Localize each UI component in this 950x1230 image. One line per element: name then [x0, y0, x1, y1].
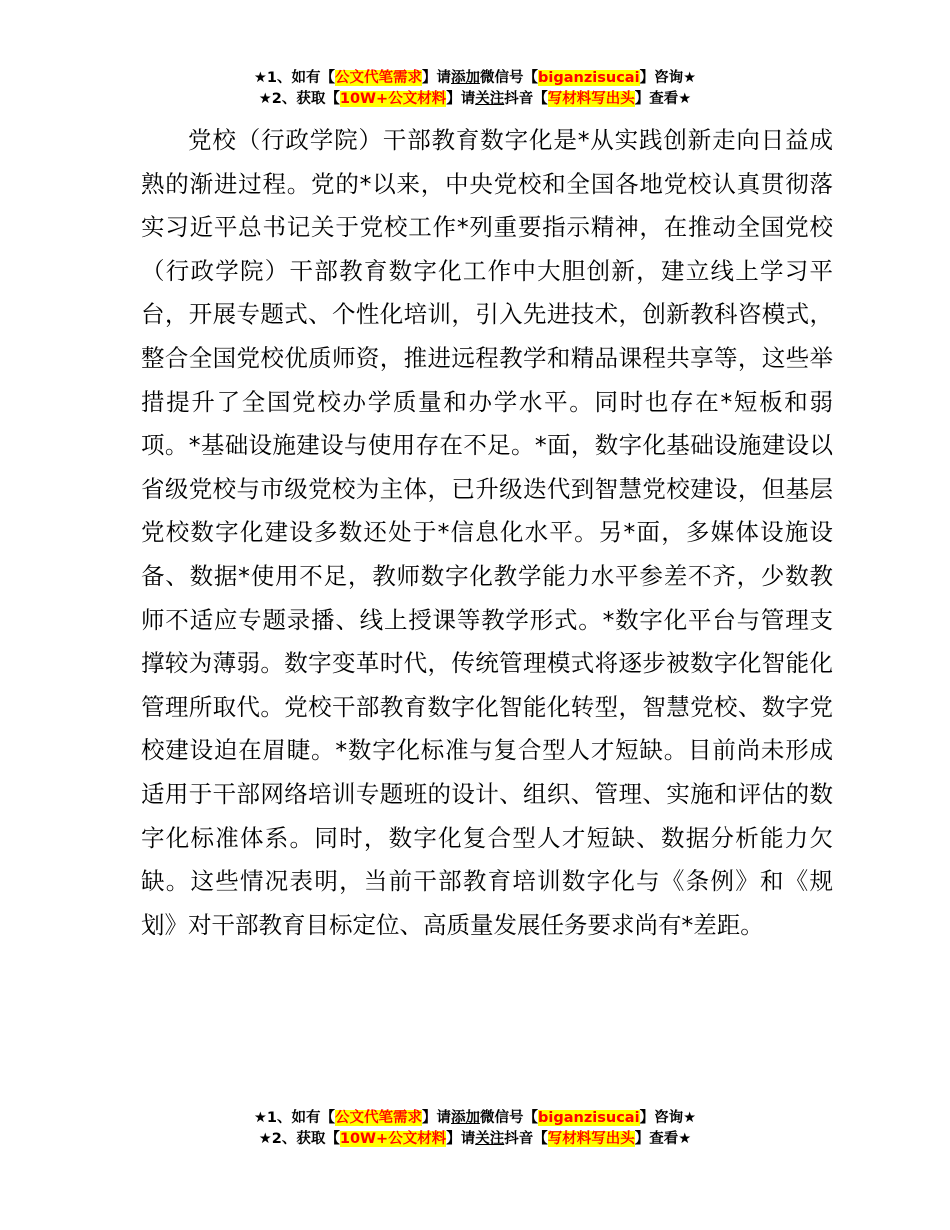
- material-highlight: 10W+公文材料: [339, 1131, 447, 1147]
- follow-text: 关注: [475, 1131, 505, 1147]
- banner-prefix: ★1、如有【: [253, 70, 336, 86]
- douyin-label: 抖音【: [504, 91, 548, 107]
- account-highlight: 写材料写出头: [547, 1131, 635, 1147]
- wechat-label: 微信号【: [480, 1110, 539, 1126]
- wechat-id-highlight: biganzisucai: [538, 70, 640, 86]
- banner-prefix: ★2、获取【: [258, 1131, 340, 1147]
- follow-text: 关注: [475, 91, 505, 107]
- banner-line-1: [0, 68, 950, 89]
- banner-text: 】请: [446, 1131, 476, 1147]
- banner-line-1: [0, 1108, 950, 1129]
- banner-text: 】请: [422, 70, 452, 86]
- banner-text: 】请: [446, 91, 476, 107]
- service-highlight: 公文代笔需求: [335, 1110, 423, 1126]
- service-highlight: 公文代笔需求: [335, 70, 423, 86]
- banner-suffix: 】查看★: [634, 1131, 692, 1147]
- account-highlight: 写材料写出头: [547, 91, 635, 107]
- add-text: 添加: [451, 1110, 481, 1126]
- banner-suffix: 】咨询★: [639, 1110, 697, 1126]
- footer-banner: [0, 1108, 950, 1150]
- banner-text: 】请: [422, 1110, 452, 1126]
- douyin-label: 抖音【: [504, 1131, 548, 1147]
- document-body: [141, 119, 833, 947]
- material-highlight: 10W+公文材料: [339, 91, 447, 107]
- body-paragraph: 党校（行政学院）干部教育数字化是*从实践创新走向日益成熟的渐进过程。党的*以来，中央党校和全国各地党校认真贯彻落实习近平总书记关于党校工作*列重要指示精神，在推动全国党校（行政学院）干部教育数字化工作中大胆创新，建立线上学习平台，开展专题式、个性化培训，引入先进技术，创新教科咨模式，整合全国党校优质师资，推进远程教学和精品课程共享等，这些举措提升了全国党校办学质量和办学水平。同时也存在*短板和弱项。*基础设施建设与使用存在不足。*面，数字化基础设施建设以省级党校与市级党校为主体，已升级迭代到智慧党校建设，但基层党校数字化建设多数还处于*信息化水平。另*面，多媒体设施设备、数据*使用不足，教师数字化教学能力水平参差不齐，少数教师不适应专题录播、线上授课等教学形式。*数字化平台与管理支撑较为薄弱。数字变革时代，传统管理模式将逐步被数字化智能化管理所取代。党校干部教育数字化智能化转型，智慧党校、数字党校建设迫在眉睫。*数字化标准与复合型人才短缺。目前尚未形成适用于干部网络培训专题班的设计、组织、管理、实施和评估的数字化标准体系。同时，数字化复合型人才短缺、数据分析能力欠缺。这些情况表明，当前干部教育培训数字化与《条例》和《规划》对干部教育目标定位、高质量发展任务要求尚有*差距。: [141, 126, 833, 939]
- add-text: 添加: [451, 70, 481, 86]
- wechat-label: 微信号【: [480, 70, 539, 86]
- banner-line-2: [0, 1129, 950, 1150]
- banner-suffix: 】咨询★: [639, 70, 697, 86]
- banner-prefix: ★1、如有【: [253, 1110, 336, 1126]
- banner-line-2: [0, 89, 950, 110]
- banner-suffix: 】查看★: [634, 91, 692, 107]
- wechat-id-highlight: biganzisucai: [538, 1110, 640, 1126]
- banner-prefix: ★2、获取【: [258, 91, 340, 107]
- header-banner: [0, 68, 950, 110]
